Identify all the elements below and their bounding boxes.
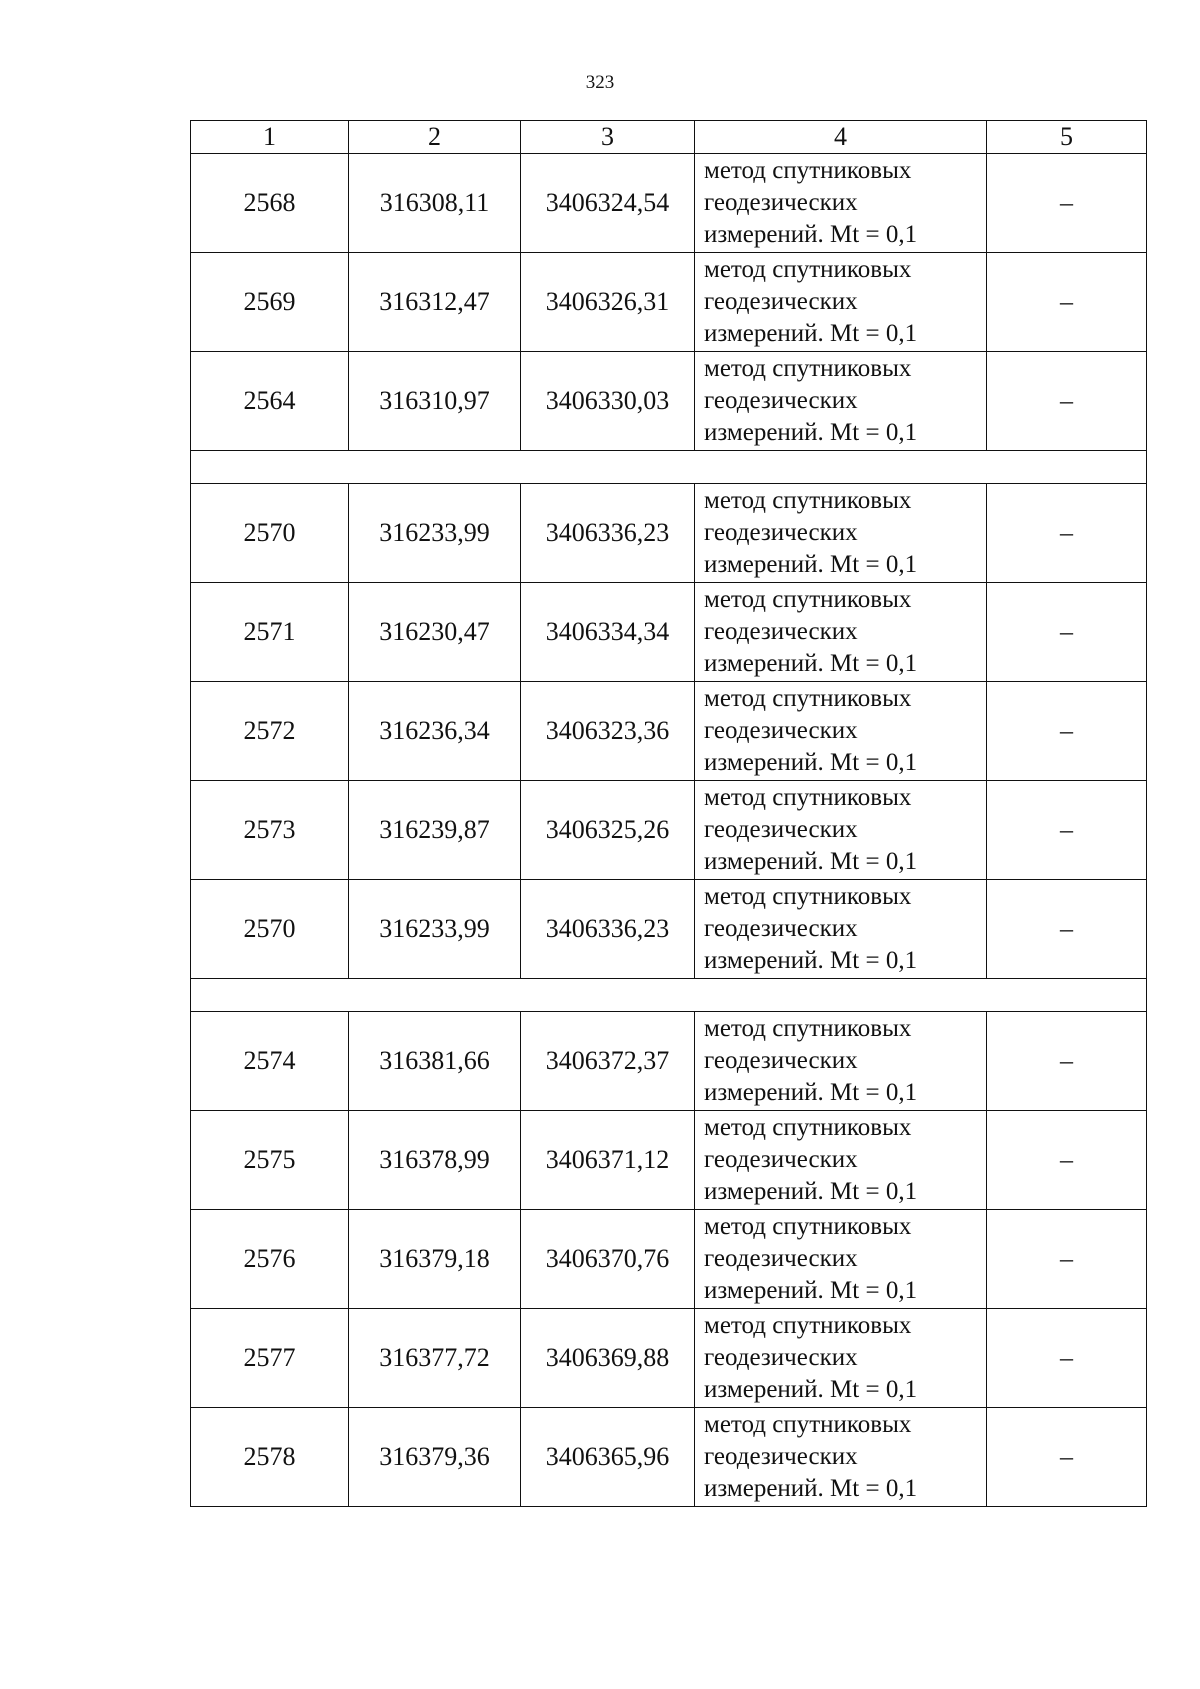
note-cell: – (987, 583, 1147, 682)
note-cell: – (987, 1012, 1147, 1111)
method-cell (695, 253, 987, 352)
method-line: геодезических (704, 816, 858, 843)
y-coordinate-cell: 3406365,96 (521, 1408, 695, 1507)
x-coordinate-cell: 316378,99 (349, 1111, 521, 1210)
y-coordinate-cell: 3406323,36 (521, 682, 695, 781)
method-cell (695, 154, 987, 253)
method-cell (695, 880, 987, 979)
method-line: измерений. Mt = 0,1 (704, 1079, 918, 1106)
point-id-cell: 2568 (191, 154, 349, 253)
method-line: геодезических (704, 717, 858, 744)
method-cell (695, 583, 987, 682)
table-row (191, 253, 1147, 352)
note-cell: – (987, 484, 1147, 583)
method-line: измерений. Mt = 0,1 (704, 848, 918, 875)
method-line: измерений. Mt = 0,1 (704, 221, 918, 248)
column-header: 3 (521, 121, 695, 154)
method-line: геодезических (704, 1443, 858, 1470)
column-header: 4 (695, 121, 987, 154)
page-number: 323 (585, 72, 615, 93)
point-id-cell: 2571 (191, 583, 349, 682)
method-line: геодезических (704, 288, 858, 315)
column-header: 5 (987, 121, 1147, 154)
note-cell: – (987, 880, 1147, 979)
point-id-cell: 2570 (191, 880, 349, 979)
x-coordinate-cell: 316308,11 (349, 154, 521, 253)
method-line: геодезических (704, 387, 858, 414)
method-line: геодезических (704, 915, 858, 942)
method-line: измерений. Mt = 0,1 (704, 1475, 918, 1502)
header-row (191, 121, 1147, 154)
method-line: геодезических (704, 189, 858, 216)
y-coordinate-cell: 3406334,34 (521, 583, 695, 682)
table-row (191, 484, 1147, 583)
point-id-cell: 2573 (191, 781, 349, 880)
note-cell: – (987, 1210, 1147, 1309)
point-id-cell: 2569 (191, 253, 349, 352)
method-line: метод спутниковых (704, 256, 912, 283)
point-id-cell: 2576 (191, 1210, 349, 1309)
point-id-cell: 2578 (191, 1408, 349, 1507)
method-cell (695, 1111, 987, 1210)
method-line: метод спутниковых (704, 883, 912, 910)
x-coordinate-cell: 316236,34 (349, 682, 521, 781)
table-row (191, 583, 1147, 682)
method-cell (695, 1309, 987, 1408)
point-id-cell: 2574 (191, 1012, 349, 1111)
method-line: геодезических (704, 1146, 858, 1173)
point-id-cell: 2572 (191, 682, 349, 781)
method-line: измерений. Mt = 0,1 (704, 1376, 918, 1403)
note-cell: – (987, 1111, 1147, 1210)
table-row (191, 682, 1147, 781)
method-line: измерений. Mt = 0,1 (704, 650, 918, 677)
separator-cell (191, 451, 1147, 484)
table-row (191, 1111, 1147, 1210)
method-line: геодезических (704, 1344, 858, 1371)
y-coordinate-cell: 3406371,12 (521, 1111, 695, 1210)
x-coordinate-cell: 316377,72 (349, 1309, 521, 1408)
y-coordinate-cell: 3406370,76 (521, 1210, 695, 1309)
method-line: метод спутниковых (704, 487, 912, 514)
x-coordinate-cell: 316312,47 (349, 253, 521, 352)
table-row (191, 1012, 1147, 1111)
x-coordinate-cell: 316233,99 (349, 880, 521, 979)
method-line: измерений. Mt = 0,1 (704, 1277, 918, 1304)
method-line: измерений. Mt = 0,1 (704, 947, 918, 974)
method-line: геодезических (704, 1047, 858, 1074)
method-line: метод спутниковых (704, 586, 912, 613)
y-coordinate-cell: 3406325,26 (521, 781, 695, 880)
method-line: метод спутниковых (704, 1114, 912, 1141)
method-line: метод спутниковых (704, 685, 912, 712)
table-row (191, 1309, 1147, 1408)
method-cell (695, 682, 987, 781)
x-coordinate-cell: 316379,36 (349, 1408, 521, 1507)
y-coordinate-cell: 3406369,88 (521, 1309, 695, 1408)
method-line: метод спутниковых (704, 784, 912, 811)
method-line: метод спутниковых (704, 355, 912, 382)
coordinates-table-container (190, 120, 1146, 1507)
method-line: измерений. Mt = 0,1 (704, 1178, 918, 1205)
method-cell (695, 1408, 987, 1507)
note-cell: – (987, 154, 1147, 253)
x-coordinate-cell: 316381,66 (349, 1012, 521, 1111)
y-coordinate-cell: 3406372,37 (521, 1012, 695, 1111)
method-line: геодезических (704, 618, 858, 645)
y-coordinate-cell: 3406326,31 (521, 253, 695, 352)
method-line: измерений. Mt = 0,1 (704, 551, 918, 578)
table-row (191, 352, 1147, 451)
note-cell: – (987, 781, 1147, 880)
method-cell (695, 1012, 987, 1111)
method-line: геодезических (704, 519, 858, 546)
method-cell (695, 352, 987, 451)
table-row (191, 880, 1147, 979)
method-line: метод спутниковых (704, 1015, 912, 1042)
note-cell: – (987, 253, 1147, 352)
point-id-cell: 2577 (191, 1309, 349, 1408)
point-id-cell: 2575 (191, 1111, 349, 1210)
method-line: метод спутниковых (704, 1213, 912, 1240)
x-coordinate-cell: 316230,47 (349, 583, 521, 682)
table-body (191, 154, 1147, 1507)
note-cell: – (987, 1408, 1147, 1507)
note-cell: – (987, 1309, 1147, 1408)
table-row (191, 1408, 1147, 1507)
note-cell: – (987, 352, 1147, 451)
method-line: измерений. Mt = 0,1 (704, 749, 918, 776)
method-line: измерений. Mt = 0,1 (704, 320, 918, 347)
point-id-cell: 2564 (191, 352, 349, 451)
method-line: метод спутниковых (704, 1312, 912, 1339)
method-line: геодезических (704, 1245, 858, 1272)
method-cell (695, 1210, 987, 1309)
table-row (191, 781, 1147, 880)
note-cell: – (987, 682, 1147, 781)
column-header: 2 (349, 121, 521, 154)
column-header: 1 (191, 121, 349, 154)
table-row (191, 154, 1147, 253)
method-line: измерений. Mt = 0,1 (704, 419, 918, 446)
y-coordinate-cell: 3406336,23 (521, 880, 695, 979)
method-line: метод спутниковых (704, 1411, 912, 1438)
y-coordinate-cell: 3406330,03 (521, 352, 695, 451)
y-coordinate-cell: 3406336,23 (521, 484, 695, 583)
point-id-cell: 2570 (191, 484, 349, 583)
table-row (191, 1210, 1147, 1309)
x-coordinate-cell: 316239,87 (349, 781, 521, 880)
separator-cell (191, 979, 1147, 1012)
y-coordinate-cell: 3406324,54 (521, 154, 695, 253)
x-coordinate-cell: 316310,97 (349, 352, 521, 451)
method-cell (695, 781, 987, 880)
separator-row (191, 979, 1147, 1012)
separator-row (191, 451, 1147, 484)
x-coordinate-cell: 316233,99 (349, 484, 521, 583)
x-coordinate-cell: 316379,18 (349, 1210, 521, 1309)
method-line: метод спутниковых (704, 157, 912, 184)
method-cell (695, 484, 987, 583)
coordinates-table (190, 120, 1147, 1507)
